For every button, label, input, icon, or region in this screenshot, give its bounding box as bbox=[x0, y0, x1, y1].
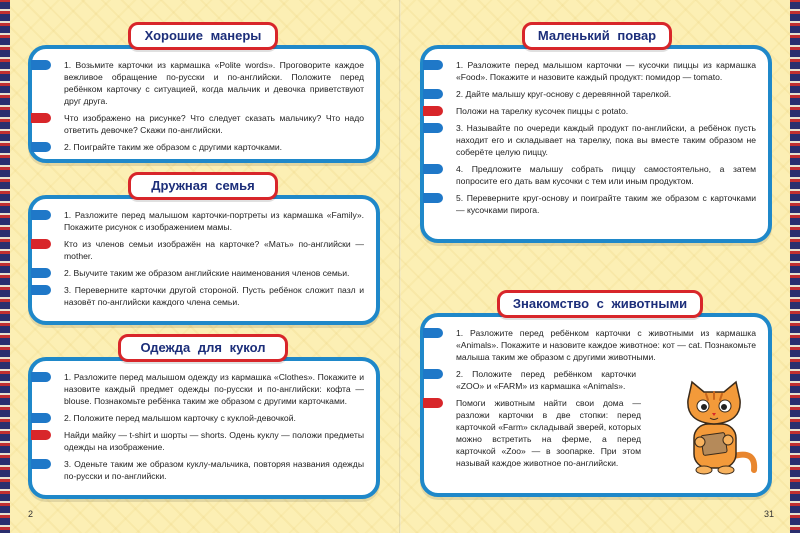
cartoon-cat-icon bbox=[676, 378, 760, 478]
book-spine bbox=[399, 0, 401, 533]
card-friendly-family bbox=[28, 195, 380, 325]
paragraph: Помоги животным найти свои дома — разложи карточки в две стопки: перед карточкой «Farm» складывай зверей, которых можно встретить на ферме, а перед карточкой «Zoo» — в зоопарке. При этом называй каждое животное по-английски. bbox=[456, 397, 641, 469]
blue-bullet-tab bbox=[423, 123, 443, 133]
page-number-right: 31 bbox=[763, 509, 774, 519]
section-title-doll-clothes: Одежда для кукол bbox=[118, 334, 288, 362]
paragraph: 4. Предложите малышу собрать пиццу самостоятельно, а затем попросите его дать вам кусочки с тем или иным продуктом. bbox=[456, 163, 756, 187]
blue-bullet-tab bbox=[423, 328, 443, 338]
blue-bullet-tab bbox=[31, 372, 51, 382]
paragraph: 1. Разложите перед ребёнком карточки с животными из кармашка «Animals». Покажите и назовите каждое животное: кот — cat. Познакомьте малыша таким же образом с другими животными. bbox=[456, 327, 756, 363]
paragraph: 2. Дайте малышу круг-основу с деревянной тарелкой. bbox=[456, 88, 756, 100]
section-title-animals: Знакомство с животными bbox=[497, 290, 703, 318]
red-bullet-tab bbox=[423, 106, 443, 116]
plaid-border-left bbox=[0, 0, 10, 533]
blue-bullet-tab bbox=[423, 60, 443, 70]
paragraph: 1. Разложите перед малышом карточки-портреты из кармашка «Family». Покажите рисунок с изображением мамы. bbox=[64, 209, 364, 233]
paragraph: Что изображено на рисунке? Что следует сказать мальчику? Что надо ответить девочке? Скажи по-английски. bbox=[64, 112, 364, 136]
blue-bullet-tab bbox=[31, 268, 51, 278]
blue-bullet-tab bbox=[31, 60, 51, 70]
blue-bullet-tab bbox=[423, 369, 443, 379]
paragraph: Кто из членов семьи изображён на карточке? «Мать» по-английски — mother. bbox=[64, 238, 364, 262]
red-bullet-tab bbox=[31, 113, 51, 123]
section-title-little-cook: Маленький повар bbox=[522, 22, 672, 50]
page-number-left: 2 bbox=[28, 509, 34, 519]
blue-bullet-tab bbox=[31, 142, 51, 152]
paragraph: 1. Разложите перед малышом карточки — кусочки пиццы из кармашка «Food». Покажите и назовите каждый продукт: помидор — tomato. bbox=[456, 59, 756, 83]
paragraph: 3. Переверните карточки другой стороной. Пусть ребёнок сложит пазл и назовёт по-английски каждого члена семьи. bbox=[64, 284, 364, 308]
section-title-friendly-family: Дружная семья bbox=[128, 172, 278, 200]
blue-bullet-tab bbox=[31, 285, 51, 295]
red-bullet-tab bbox=[31, 430, 51, 440]
blue-bullet-tab bbox=[423, 193, 443, 203]
card-good-manners bbox=[28, 45, 380, 163]
card-little-cook bbox=[420, 45, 772, 243]
paragraph: 2. Положите перед малышом карточку с куклой-девочкой. bbox=[64, 412, 364, 424]
paragraph: 2. Выучите таким же образом английские наименования членов семьи. bbox=[64, 267, 364, 279]
section-title-good-manners: Хорошие манеры bbox=[128, 22, 278, 50]
card-doll-clothes bbox=[28, 357, 380, 499]
paragraph: Положи на тарелку кусочек пиццы с potato. bbox=[456, 105, 756, 117]
plaid-border-right bbox=[790, 0, 800, 533]
blue-bullet-tab bbox=[423, 89, 443, 99]
paragraph: 3. Оденьте таким же образом куклу-мальчика, повторяя названия одежды по-русски и по-английски. bbox=[64, 458, 364, 482]
paragraph: 5. Переверните круг-основу и поиграйте таким же образом с карточками — кусочками пирога. bbox=[456, 192, 756, 216]
blue-bullet-tab bbox=[31, 210, 51, 220]
paragraph: Найди майку — t-shirt и шорты — shorts. Одень куклу — положи предметы одежды на изображение. bbox=[64, 429, 364, 453]
paragraph: 1. Возьмите карточки из кармашка «Polite words». Проговорите каждое вежливое обращение по-русски и по-английски. Положите перед ребёнком карточку с ситуацией, когда мальчик и девочка приветствуют друг друга. bbox=[64, 59, 364, 107]
paragraph: 3. Называйте по очереди каждый продукт по-английски, а ребёнок пусть находит его и складывает на тарелку, пока вы вместе таким образом не соберёте целую пиццу. bbox=[456, 122, 756, 158]
paragraph: 2. Поиграйте таким же образом с другими карточками. bbox=[64, 141, 364, 153]
paragraph: 2. Положите перед ребёнком карточки «ZOO» и «FARM» из кармашка «Animals». bbox=[456, 368, 636, 392]
red-bullet-tab bbox=[423, 398, 443, 408]
paragraph: 1. Разложите перед малышом одежду из кармашка «Clothes». Покажите и назовите каждый предмет одежды по-русски и по-английски: кофта — blouse. Познакомьте ребёнка таким же образом с другими карточками. bbox=[64, 371, 364, 407]
red-bullet-tab bbox=[31, 239, 51, 249]
blue-bullet-tab bbox=[31, 459, 51, 469]
blue-bullet-tab bbox=[423, 164, 443, 174]
blue-bullet-tab bbox=[31, 413, 51, 423]
